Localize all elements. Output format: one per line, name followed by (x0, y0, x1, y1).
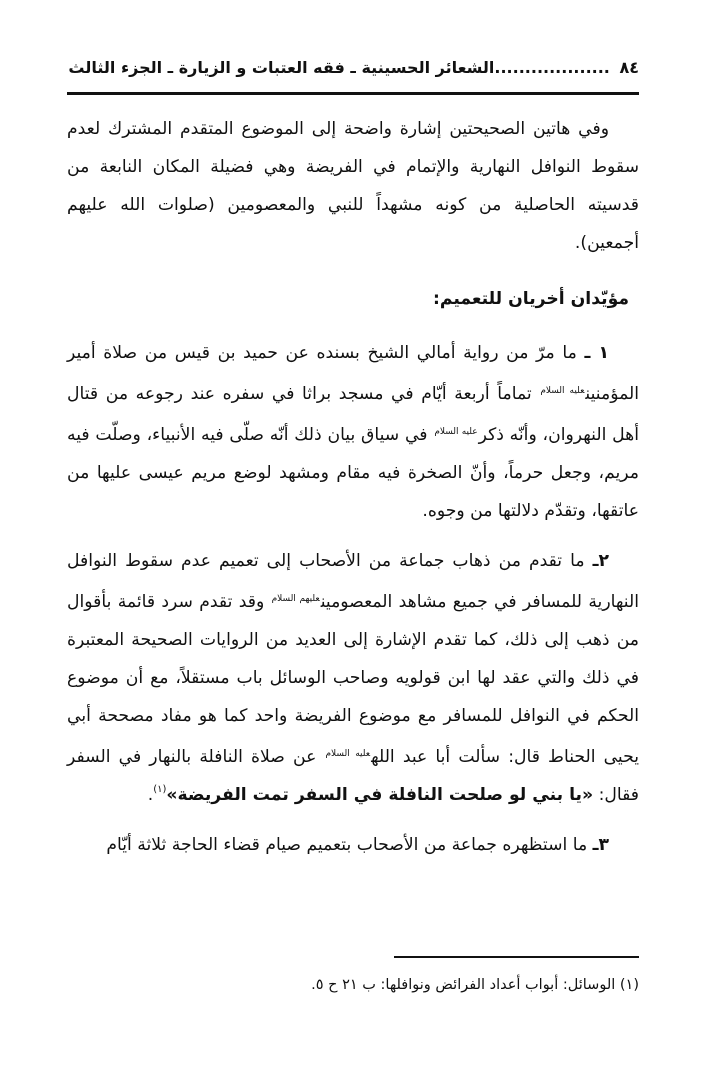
paragraph-2 (67, 334, 639, 530)
item-number-2: ٢ـ (592, 551, 609, 571)
body-text (67, 110, 639, 864)
paragraph-3 (67, 542, 639, 814)
page-number: ٨٤ (619, 58, 639, 77)
paragraph-3-end: . (147, 785, 154, 805)
paragraph-2-part-2: تماماً أربعة أيّام في مسجد براثا في سفره عند رجوعه من قتال أهل النهروان، وأنّه ذكر (67, 384, 640, 445)
running-header (67, 58, 639, 90)
hadith-quote: «يا بني لو صلحت النافلة في السفر تمت الفريضة» (166, 785, 594, 805)
paragraph-2-part-3: في سياق بيان ذلك أنّه صلّى فيه الأنبياء، وصلّت فيه مريم، وجعل حرماً، وأنّ الصخرة فيه مقام ومشهد لوضع مريم عيسى عليها من عاتقها، وتقدّم دلالتها من وجوه. (67, 425, 639, 521)
running-title: ...................الشعائر الحسينية ـ فقه العتبات و الزيارة ـ الجزء الثالث (68, 58, 610, 77)
footnote: (١) الوسائل: أبواب أعداد الفرائض ونوافلها: ب ٢١ ح ٥. (311, 977, 639, 993)
honorific-mark: عليه السلام (434, 427, 478, 437)
paragraph-4-text: ما استظهره جماعة من الأصحاب بتعميم صيام قضاء الحاجة ثلاثة أيّام (106, 835, 588, 855)
footnote-rule (394, 956, 639, 958)
section-heading: مؤيّدان أخريان للتعميم: (433, 289, 629, 309)
honorific-mark: عليه السلام (540, 386, 585, 396)
paragraph-4 (67, 826, 639, 864)
book-page (67, 50, 639, 1060)
header-rule (67, 92, 639, 95)
item-number-1: ١ ـ (584, 343, 609, 363)
footnote-reference[interactable]: (١) (153, 784, 167, 795)
paragraph-3-part-1: ما تقدم من ذهاب جماعة من الأصحاب إلى تعميم عدم سقوط النوافل النهارية للمسافر في جميع مشاهد المعصومين (67, 551, 639, 612)
honorific-mark: عليه السلام (325, 749, 371, 759)
paragraph-1-text: وفي هاتين الصحيحتين إشارة واضحة إلى الموضوع المتقدم المشترك لعدم سقوط النوافل النهارية والإتمام في الفريضة وهي فضيلة المكان النابعة من قدسيته الحاصلية من كونه مشهداً للنبي والمعصومين (صلوات الله عليهم أجمعين). (67, 119, 639, 253)
paragraph-2-part-1: ما مرّ من رواية أمالي الشيخ بسنده عن حميد بن قيس من صلاة أمير المؤمنين (67, 343, 640, 404)
honorific-mark: عليهم السلام (271, 594, 320, 604)
paragraph-3-part-2: وقد تقدم سرد قائمة بأقوال من ذهب إلى ذلك، كما تقدم الإشارة إلى العديد من الروايات الصحيحة المعتبرة في ذلك والتي عقد لها ابن قولويه وصاحب الوسائل باب مستقلاً، مع أن موضوع الحكم في النوافل للمسافر مع موضوع الفريضة واحد كما هو مفاد مصححة أبي يحيى الحناط قال: سألت أبا عبد الله (67, 592, 640, 767)
paragraph-1 (67, 110, 639, 262)
item-number-3: ٣ـ (592, 835, 609, 855)
paragraph-3-part-3: عن صلاة النافلة بالنهار في السفر فقال: (67, 747, 639, 805)
